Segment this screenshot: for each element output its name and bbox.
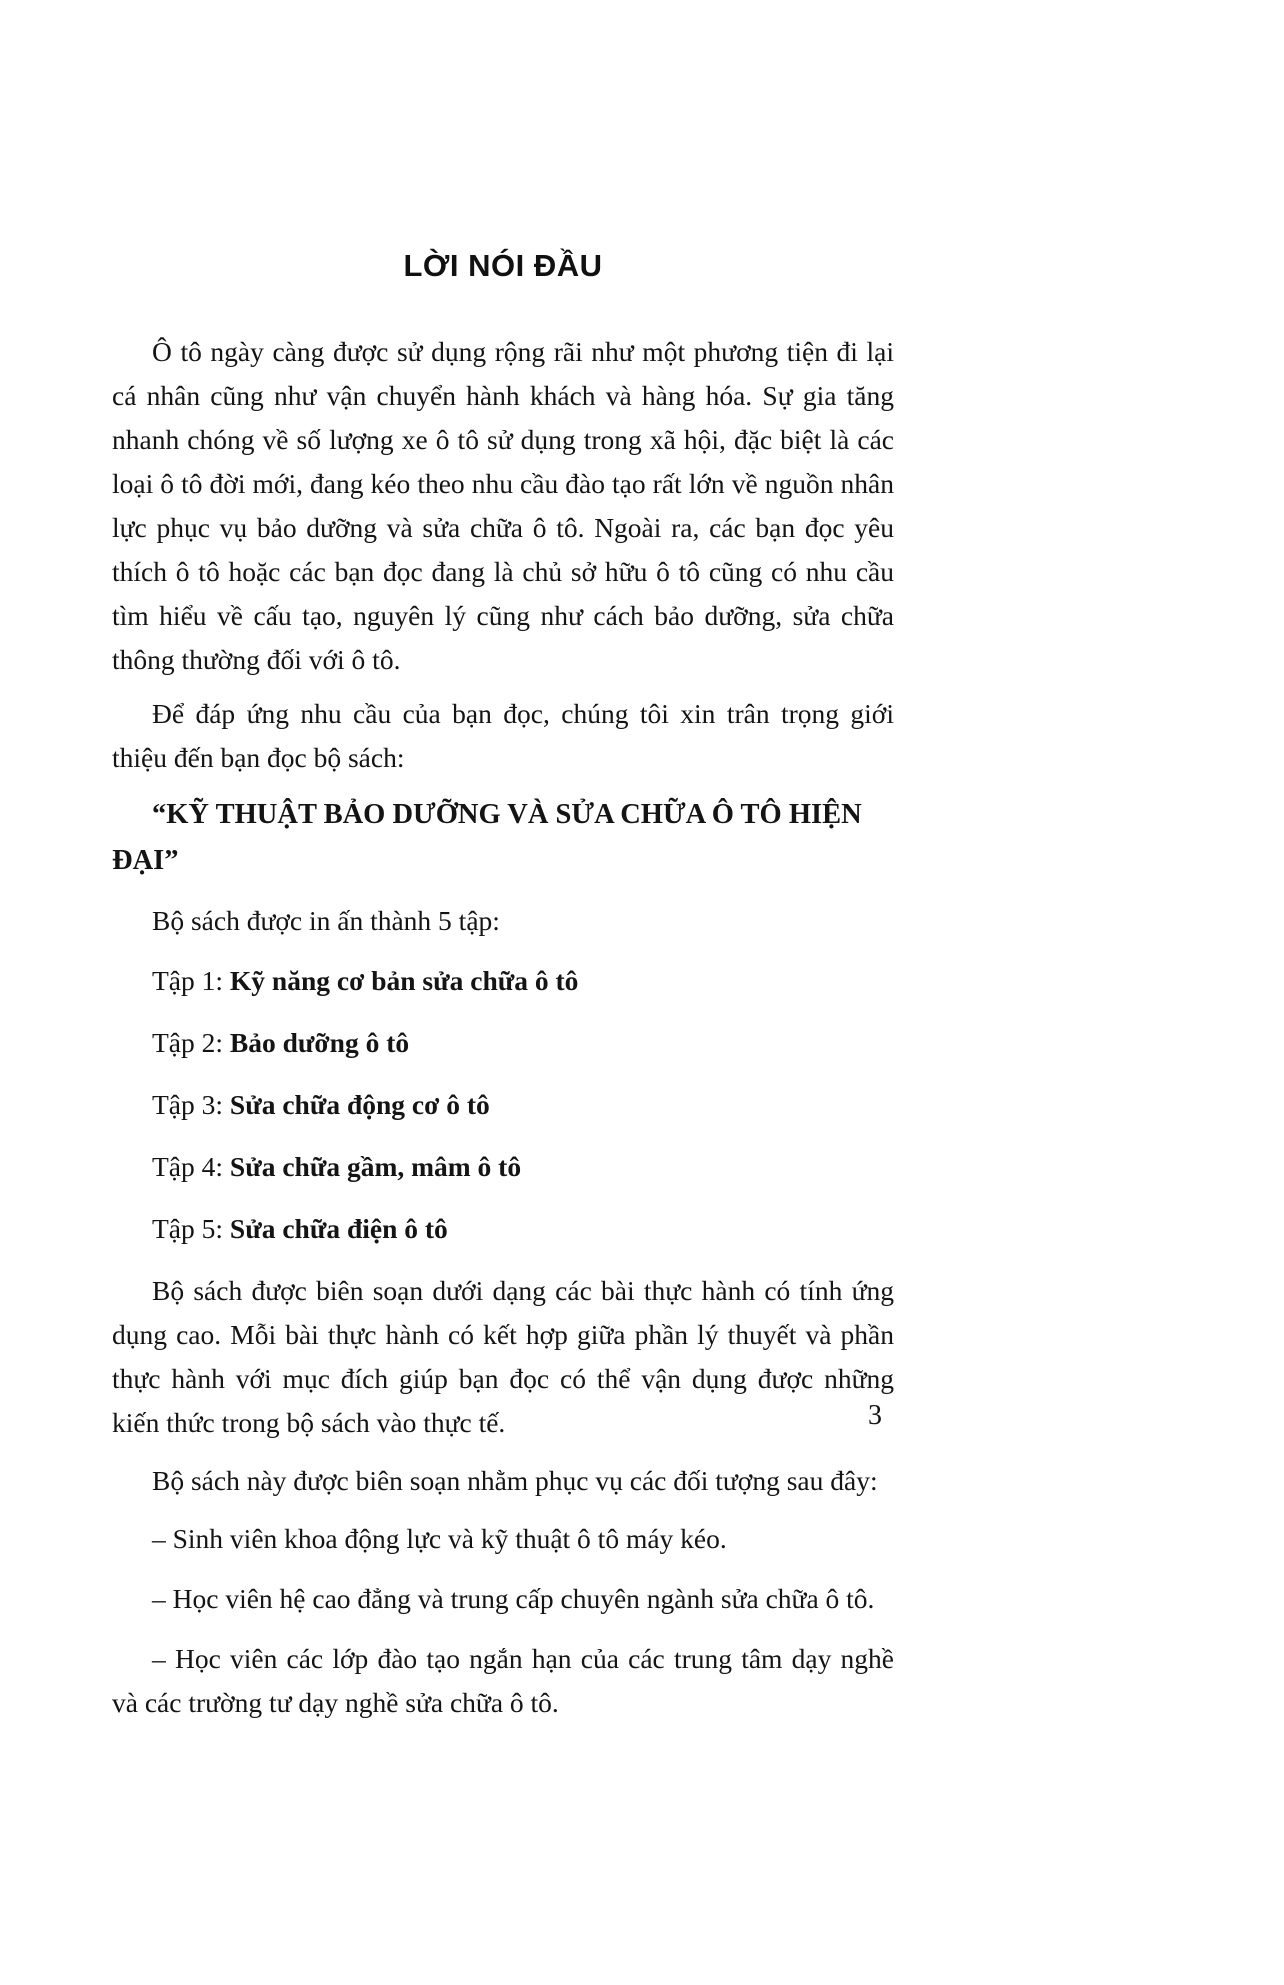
volume-prefix: Tập 5:: [152, 1213, 230, 1245]
volume-item-3: [112, 1083, 894, 1127]
preface-paragraph-4: Bộ sách này được biên soạn nhằm phục vụ các đối tượng sau đây:: [152, 1465, 878, 1497]
book-series-title: “KỸ THUẬT BẢO DƯỠNG VÀ SỬA CHỮA Ô TÔ HIỆN ĐẠI”: [112, 799, 862, 876]
volume-item-4: [112, 1145, 894, 1189]
volume-prefix: Tập 4:: [152, 1151, 230, 1183]
volume-item-1: [112, 959, 894, 1003]
volume-item-2: [112, 1021, 894, 1065]
page-number: 3: [868, 1400, 882, 1431]
volumes-intro: Bộ sách được in ấn thành 5 tập:: [152, 905, 500, 937]
volume-item-5: [112, 1207, 894, 1251]
volume-prefix: Tập 2:: [152, 1027, 230, 1059]
preface-paragraph-2: Để đáp ứng nhu cầu của bạn đọc, chúng tôi xin trân trọng giới thiệu đến bạn đọc bộ sách:: [112, 698, 894, 773]
volume-prefix: Tập 3:: [152, 1089, 230, 1121]
volume-title: Sửa chữa gầm, mâm ô tô: [229, 1151, 522, 1183]
audience-item-1: – Sinh viên khoa động lực và kỹ thuật ô tô máy kéo.: [152, 1523, 727, 1555]
preface-paragraph-3: Bộ sách được biên soạn dưới dạng các bài thực hành có tính ứng dụng cao. Mỗi bài thực hành có kết hợp giữa phần lý thuyết và phần thực hành với mục đích giúp bạn đọc có thể vận dụng được những kiến thức trong bộ sách vào thực tế.: [112, 1275, 894, 1439]
preface-paragraph-1: Ô tô ngày càng được sử dụng rộng rãi như một phương tiện đi lại cá nhân cũng như vận chuyển hành khách và hàng hóa. Sự gia tăng nhanh chóng về số lượng xe ô tô sử dụng trong xã hội, đặc biệt là các loại ô tô đời mới, đang kéo theo nhu cầu đào tạo rất lớn về nguồn nhân lực phục vụ bảo dưỡng và sửa chữa ô tô. Ngoài ra, các bạn đọc yêu thích ô tô hoặc các bạn đọc đang là chủ sở hữu ô tô cũng có nhu cầu tìm hiểu về cấu tạo, nguyên lý cũng như cách bảo dưỡng, sửa chữa thông thường đối với ô tô.: [112, 336, 894, 675]
volume-title: Bảo dưỡng ô tô: [229, 1027, 410, 1059]
audience-item-3: – Học viên các lớp đào tạo ngắn hạn của các trung tâm dạy nghề và các trường tư dạy nghề sửa chữa ô tô.: [112, 1643, 894, 1719]
volume-title: Sửa chữa điện ô tô: [229, 1213, 448, 1245]
volume-title: Sửa chữa động cơ ô tô: [229, 1089, 490, 1121]
volume-prefix: Tập 1:: [152, 965, 230, 997]
audience-item-2: – Học viên hệ cao đẳng và trung cấp chuyên ngành sửa chữa ô tô.: [152, 1583, 875, 1615]
volume-title: Kỹ năng cơ bản sửa chữa ô tô: [229, 965, 579, 997]
page-title: LỜI NÓI ĐẦU: [403, 248, 603, 283]
